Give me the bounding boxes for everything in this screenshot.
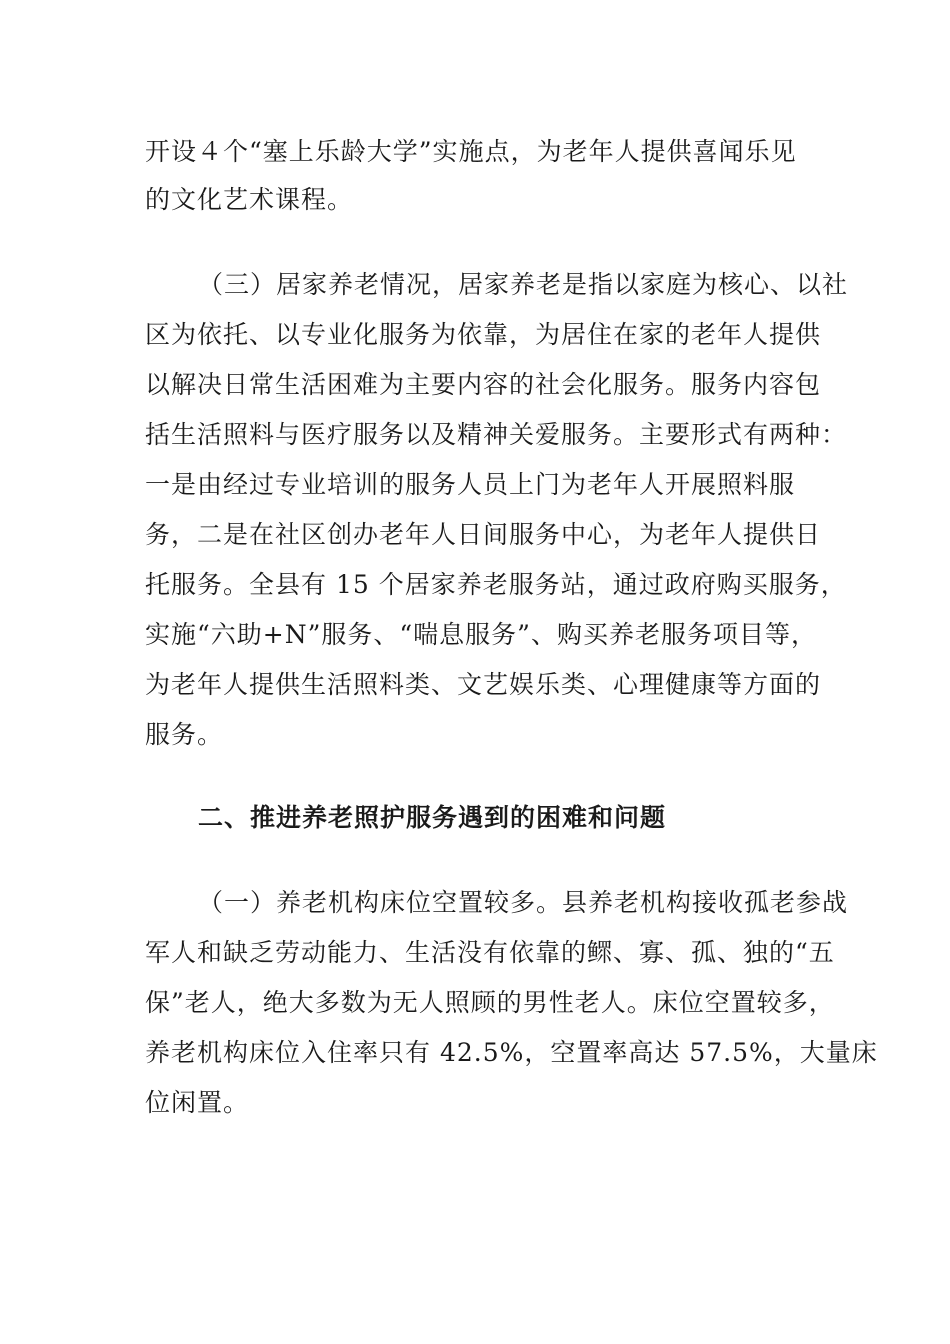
section-heading: 二、推进养老照护服务遇到的困难和问题 xyxy=(198,803,667,832)
paragraph-3-line-4: 养老机构床位入住率只有 42.5%，空置率高达 57.5%，大量床 xyxy=(145,1038,878,1067)
paragraph-2-line-1: （三）居家养老情况，居家养老是指以家庭为核心、以社 xyxy=(198,270,849,299)
paragraph-2-line-8: 实施“六助+N”服务、“喘息服务”、购买养老服务项目等， xyxy=(145,620,817,649)
paragraph-2-line-5: 一是由经过专业培训的服务人员上门为老年人开展照料服 xyxy=(145,470,796,499)
paragraph-3-line-1: （一）养老机构床位空置较多。县养老机构接收孤老参战 xyxy=(198,888,849,917)
paragraph-2-line-6: 务，二是在社区创办老年人日间服务中心，为老年人提供日 xyxy=(145,520,822,549)
paragraph-1-line-1: 开设４个“塞上乐龄大学”实施点，为老年人提供喜闻乐见 xyxy=(145,137,797,166)
paragraph-2-line-9: 为老年人提供生活照料类、文艺娱乐类、心理健康等方面的 xyxy=(145,670,822,699)
paragraph-3-line-2: 军人和缺乏劳动能力、生活没有依靠的鳏、寡、孤、独的“五 xyxy=(145,938,835,967)
paragraph-1-line-2: 的文化艺术课程。 xyxy=(145,185,354,214)
paragraph-3-line-3: 保”老人，绝大多数为无人照顾的男性老人。床位空置较多， xyxy=(145,988,835,1017)
paragraph-2-line-7: 托服务。全县有 15 个居家养老服务站，通过政府购买服务， xyxy=(145,570,847,599)
paragraph-2-line-3: 以解决日常生活困难为主要内容的社会化服务。服务内容包 xyxy=(145,370,822,399)
paragraph-2-line-10: 服务。 xyxy=(145,720,224,749)
paragraph-2-line-4: 括生活照料与医疗服务以及精神关爱服务。主要形式有两种： xyxy=(145,420,848,449)
paragraph-3-line-5: 位闲置。 xyxy=(145,1088,250,1117)
paragraph-2-line-2: 区为依托、以专业化服务为依靠，为居住在家的老年人提供 xyxy=(145,320,822,349)
